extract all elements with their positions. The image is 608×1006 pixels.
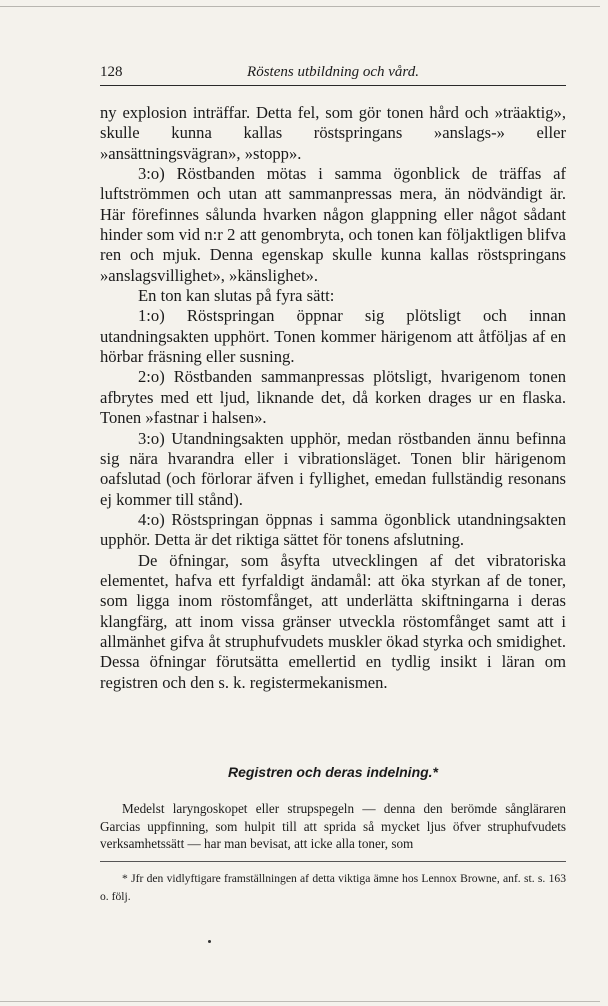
scan-top-edge: [0, 6, 600, 7]
header-rule: [100, 85, 566, 86]
paragraph: Medelst laryngoskopet eller strupspegeln — denna den berömde sångläraren Garcias uppfinning, som hulpit till att sprida så mycket ljus öfver struphufvudets verksamhetssätt — har man bevisat, att icke alla toner, som: [100, 801, 566, 852]
paragraph: ny explosion inträffar. Detta fel, som gör tonen hård och »träaktig», skulle kunna kallas röstspringans »anslags-» eller »ansättningsvägran», »stopp».: [100, 103, 566, 163]
footnote-rule: [100, 861, 566, 862]
paragraph: 2:o) Röstbanden sammanpressas plötsligt, hvarigenom tonen afbrytes med ett ljud, liknande det, då korken drages ur en flaska. Tonen »fastnar i halsen».: [100, 367, 566, 428]
scan-bottom-edge: [0, 1001, 600, 1002]
paragraph: De öfningar, som åsyfta utvecklingen af det vibratoriska elementet, hafva ett fyrfaldigt ändamål: att öka styrkan af de toner, som ligga inom röstomfånget, att underlätta skiftningarna i deras klangfärg, att inom vissa gränser utveckla röstomfånget samt att i allmänhet gifva åt struphufvudets muskler ökad styrka och smidighet. Dessa öfningar förutsätta emellertid en tydlig insikt i läran om registren och den s. k. registermekanismen.: [100, 550, 566, 692]
small-print-text: [100, 800, 566, 853]
paragraph: En ton kan slutas på fyra sätt:: [138, 286, 335, 306]
section-heading: Registren och deras indelning.*: [227, 764, 439, 780]
footnote: [100, 870, 566, 905]
page-header: [100, 64, 566, 84]
page-number: 128: [100, 64, 123, 80]
running-title: Röstens utbildning och vård.: [247, 64, 419, 80]
scan-speck: [208, 940, 211, 943]
paragraph: 4:o) Röstspringan öppnas i samma ögonblick utandningsakten upphör. Detta är det riktiga sättet för tonens afslutning.: [100, 509, 566, 550]
footnote-text: * Jfr den vidlyftigare framställningen af detta viktiga ämne hos Lennox Browne, anf. st. s. 163 o. följ.: [100, 872, 566, 903]
paragraph: 3:o) Röstbanden mötas i samma ögonblick de träffas af luftströmmen och utan att sammanpressas mera, än nödvändigt är. Här förefinnes sålunda hvarken någon glappning eller något sådant hinder som vid n:r 2 att genombryta, och tonen kan följaktligen blifva ren och mjuk. Denna egenskap skulle kunna kallas röstspringans »anslagsvillighet», »känslighet».: [100, 164, 566, 285]
paragraph: 3:o) Utandningsakten upphör, medan röstbanden ännu befinna sig nära hvarandra eller i vibrationsläget. Tonen blir härigenom oafslutad (och förlorar äfven i fyllighet, emedan fullständig resonans ej kommer till stånd).: [100, 428, 566, 509]
paragraph: 1:o) Röstspringan öppnar sig plötsligt och innan utandningsakten upphört. Tonen kommer härigenom att åtföljas af en hörbar fräsning eller susning.: [100, 306, 566, 367]
main-text: [100, 103, 566, 693]
